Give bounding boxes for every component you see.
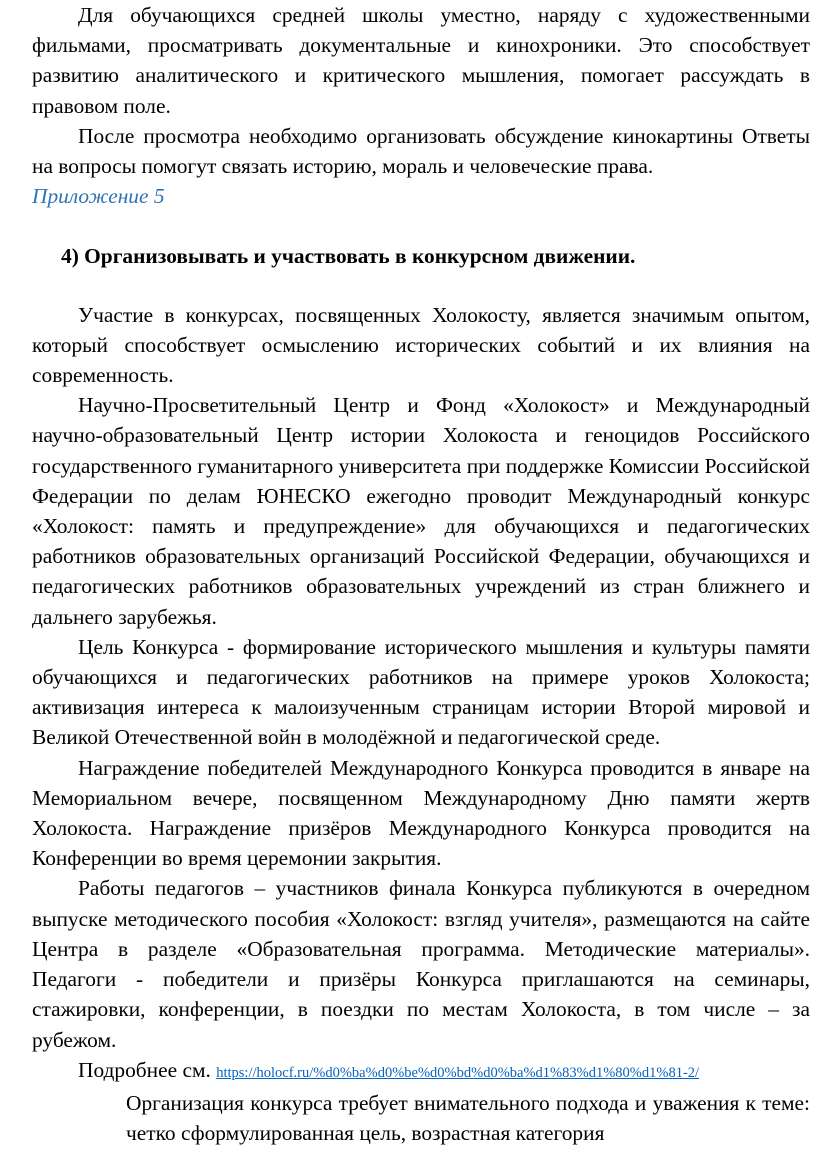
more-info-link[interactable]: https://holocf.ru/%d0%ba%d0%be%d0%bd%d0%ba%d1%83%d1%80%d1%81-2/	[216, 1064, 700, 1081]
paragraph-contest-awards: Награждение победителей Международного Конкурса проводится в январе на Мемориальном вечере, посвященном Международному Дню памяти жертв Холокоста. Награждение призёров Международного Конкурса проводится на Конференции во время церемонии закрытия.	[32, 755, 810, 871]
paragraph-contest-publications: Работы педагогов – участников финала Конкурса публикуются в очередном выпуске методического пособия «Холокост: взгляд учителя», размещаются на сайте Центра в разделе «Образовательная программа. Методические материалы». Педагоги - победители и призёры Конкурса приглашаются на семинары, стажировки, конференции, в поездки по местам Холокоста, в том числе – за рубежом.	[32, 876, 810, 1052]
appendix-reference: Приложение 5	[32, 184, 165, 209]
paragraph-discussion: После просмотра необходимо организовать обсуждение кинокартины Ответы на вопросы помогут связать историю, мораль и человеческие права.	[32, 123, 810, 179]
paragraph-organization: Организация конкурса требует внимательного подхода и уважения к теме: четко сформулированная цель, возрастная категория	[126, 1090, 810, 1146]
document-page	[32, 0, 810, 1148]
paragraph-contest-organizers: Научно-Просветительный Центр и Фонд «Холокост» и Международный научно-образовательный Центр истории Холокоста и геноцидов Российского государственного гуманитарного университета при поддержке Комиссии Российской Федерации по делам ЮНЕСКО ежегодно проводит Международный конкурс «Холокост: память и предупреждение» для обучающихся и педагогических работников образовательных организаций Российской Федерации, обучающихся и педагогических работников образовательных учреждений из стран ближнего и дальнего зарубежья.	[32, 393, 810, 629]
paragraph-contest-goal: Цель Конкурса - формирование исторического мышления и культуры памяти обучающихся и педагогических работников на примере уроков Холокоста; активизация интереса к малоизученным страницам истории Второй мировой и Великой Отечественной войн в молодёжной и педагогической среде.	[32, 634, 810, 750]
section-heading: 4) Организовывать и участвовать в конкурсном движении.	[61, 244, 636, 269]
more-info-line	[32, 1055, 810, 1088]
more-info-label: Подробнее см.	[78, 1057, 211, 1082]
paragraph-documentaries: Для обучающихся средней школы уместно, наряду с художественными фильмами, просматривать документальные и кинохроники. Это способствует развитию аналитического и критического мышления, помогает рассуждать в правовом поле.	[32, 3, 810, 118]
paragraph-contest-intro: Участие в конкурсах, посвященных Холокосту, является значимым опытом, который способствует осмыслению исторических событий и их влияния на современность.	[32, 302, 810, 388]
